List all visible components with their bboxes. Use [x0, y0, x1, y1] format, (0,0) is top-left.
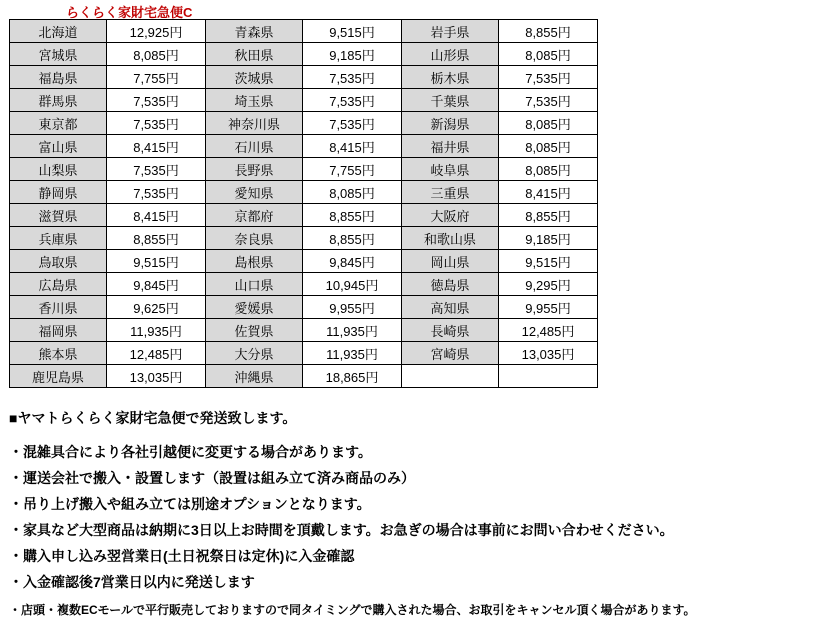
prefecture-cell: 奈良県 — [206, 227, 303, 250]
prefecture-cell: 秋田県 — [206, 43, 303, 66]
price-cell: 7,535円 — [303, 66, 402, 89]
prefecture-cell: 宮城県 — [10, 43, 107, 66]
empty-cell — [402, 365, 499, 388]
prefecture-cell: 宮崎県 — [402, 342, 499, 365]
prefecture-cell: 鹿児島県 — [10, 365, 107, 388]
prefecture-cell: 福岡県 — [10, 319, 107, 342]
price-cell: 8,415円 — [107, 135, 206, 158]
price-cell: 9,955円 — [499, 296, 598, 319]
price-cell: 8,085円 — [499, 158, 598, 181]
prefecture-cell: 千葉県 — [402, 89, 499, 112]
price-cell: 9,185円 — [499, 227, 598, 250]
prefecture-cell: 愛媛県 — [206, 296, 303, 319]
price-cell: 7,535円 — [107, 158, 206, 181]
prefecture-cell: 北海道 — [10, 20, 107, 43]
price-cell: 7,535円 — [107, 112, 206, 135]
prefecture-cell: 大阪府 — [402, 204, 499, 227]
prefecture-cell: 長崎県 — [402, 319, 499, 342]
table-row — [10, 204, 598, 227]
table-row — [10, 20, 598, 43]
price-cell: 8,085円 — [499, 43, 598, 66]
prefecture-cell: 岐阜県 — [402, 158, 499, 181]
prefecture-cell: 愛知県 — [206, 181, 303, 204]
prefecture-cell: 岩手県 — [402, 20, 499, 43]
price-cell: 9,845円 — [303, 250, 402, 273]
price-cell: 8,415円 — [499, 181, 598, 204]
price-cell: 11,935円 — [107, 319, 206, 342]
prefecture-cell: 鳥取県 — [10, 250, 107, 273]
prefecture-cell: 島根県 — [206, 250, 303, 273]
table-row — [10, 273, 598, 296]
prefecture-cell: 和歌山県 — [402, 227, 499, 250]
table-row — [10, 181, 598, 204]
notes-footnote: ・店頭・複数ECモールで平行販売しておりますので同タイミングで購入された場合、お取引をキャンセル頂く場合があります。 — [9, 603, 696, 617]
prefecture-cell: 香川県 — [10, 296, 107, 319]
price-cell: 7,755円 — [107, 66, 206, 89]
prefecture-cell: 大分県 — [206, 342, 303, 365]
note-line: ・混雑具合により各社引越便に変更する場合があります。 — [9, 444, 372, 460]
empty-cell — [499, 365, 598, 388]
table-row — [10, 365, 598, 388]
prefecture-cell: 高知県 — [402, 296, 499, 319]
price-cell: 8,085円 — [499, 112, 598, 135]
price-cell: 7,535円 — [303, 112, 402, 135]
price-cell: 12,485円 — [107, 342, 206, 365]
prefecture-cell: 静岡県 — [10, 181, 107, 204]
price-cell: 8,415円 — [107, 204, 206, 227]
price-cell: 8,855円 — [107, 227, 206, 250]
prefecture-cell: 埼玉県 — [206, 89, 303, 112]
table-row — [10, 319, 598, 342]
prefecture-cell: 徳島県 — [402, 273, 499, 296]
table-row — [10, 112, 598, 135]
price-cell: 9,295円 — [499, 273, 598, 296]
note-line: ・運送会社で搬入・設置します（設置は組み立て済み商品のみ） — [9, 470, 415, 486]
table-row — [10, 135, 598, 158]
price-cell: 12,925円 — [107, 20, 206, 43]
prefecture-cell: 岡山県 — [402, 250, 499, 273]
table-row — [10, 296, 598, 319]
table-row — [10, 158, 598, 181]
note-line: ・吊り上げ搬入や組み立ては別途オプションとなります。 — [9, 496, 371, 512]
prefecture-cell: 兵庫県 — [10, 227, 107, 250]
prefecture-cell: 群馬県 — [10, 89, 107, 112]
table-body — [10, 20, 598, 388]
prefecture-cell: 新潟県 — [402, 112, 499, 135]
prefecture-cell: 沖縄県 — [206, 365, 303, 388]
prefecture-cell: 神奈川県 — [206, 112, 303, 135]
price-cell: 8,085円 — [107, 43, 206, 66]
price-cell: 9,515円 — [107, 250, 206, 273]
price-cell: 9,515円 — [303, 20, 402, 43]
price-cell: 8,855円 — [303, 204, 402, 227]
price-cell: 7,535円 — [499, 89, 598, 112]
table-row — [10, 89, 598, 112]
table-row — [10, 66, 598, 89]
prefecture-cell: 栃木県 — [402, 66, 499, 89]
prefecture-cell: 山形県 — [402, 43, 499, 66]
price-cell: 7,535円 — [499, 66, 598, 89]
price-cell: 8,855円 — [499, 20, 598, 43]
prefecture-cell: 茨城県 — [206, 66, 303, 89]
notes-section — [9, 408, 809, 624]
price-cell: 9,845円 — [107, 273, 206, 296]
table-row — [10, 43, 598, 66]
price-cell: 10,945円 — [303, 273, 402, 296]
price-cell: 9,625円 — [107, 296, 206, 319]
table-row — [10, 342, 598, 365]
price-cell: 9,185円 — [303, 43, 402, 66]
price-cell: 9,515円 — [499, 250, 598, 273]
page-title: らくらく家財宅急便C — [66, 5, 193, 20]
prefecture-cell: 石川県 — [206, 135, 303, 158]
price-cell: 7,535円 — [107, 89, 206, 112]
prefecture-cell: 三重県 — [402, 181, 499, 204]
prefecture-cell: 熊本県 — [10, 342, 107, 365]
price-cell: 9,955円 — [303, 296, 402, 319]
table-row — [10, 227, 598, 250]
prefecture-cell: 広島県 — [10, 273, 107, 296]
price-cell: 7,535円 — [107, 181, 206, 204]
note-line: ・入金確認後7営業日以内に発送します — [9, 574, 255, 590]
price-cell: 8,085円 — [499, 135, 598, 158]
price-cell: 7,535円 — [303, 89, 402, 112]
prefecture-cell: 佐賀県 — [206, 319, 303, 342]
price-cell: 8,855円 — [499, 204, 598, 227]
price-cell: 8,085円 — [303, 181, 402, 204]
notes-list — [9, 442, 809, 592]
table-row — [10, 250, 598, 273]
price-cell: 11,935円 — [303, 319, 402, 342]
price-cell: 8,855円 — [303, 227, 402, 250]
prefecture-cell: 長野県 — [206, 158, 303, 181]
prefecture-cell: 富山県 — [10, 135, 107, 158]
price-cell: 13,035円 — [499, 342, 598, 365]
price-cell: 11,935円 — [303, 342, 402, 365]
price-cell: 18,865円 — [303, 365, 402, 388]
prefecture-cell: 滋賀県 — [10, 204, 107, 227]
note-line: ・購入申し込み翌営業日(土日祝祭日は定休)に入金確認 — [9, 548, 355, 564]
prefecture-cell: 山梨県 — [10, 158, 107, 181]
note-line: ・家具など大型商品は納期に3日以上お時間を頂戴します。お急ぎの場合は事前にお問い合わせください。 — [9, 522, 674, 538]
prefecture-cell: 東京都 — [10, 112, 107, 135]
prefecture-cell: 福井県 — [402, 135, 499, 158]
prefecture-cell: 山口県 — [206, 273, 303, 296]
price-cell: 7,755円 — [303, 158, 402, 181]
prefecture-cell: 京都府 — [206, 204, 303, 227]
price-cell: 8,415円 — [303, 135, 402, 158]
prefecture-cell: 青森県 — [206, 20, 303, 43]
price-cell: 13,035円 — [107, 365, 206, 388]
shipping-fee-table — [9, 19, 598, 388]
prefecture-cell: 福島県 — [10, 66, 107, 89]
price-cell: 12,485円 — [499, 319, 598, 342]
notes-heading: ■ヤマトらくらく家財宅急便で発送致します。 — [9, 410, 297, 426]
